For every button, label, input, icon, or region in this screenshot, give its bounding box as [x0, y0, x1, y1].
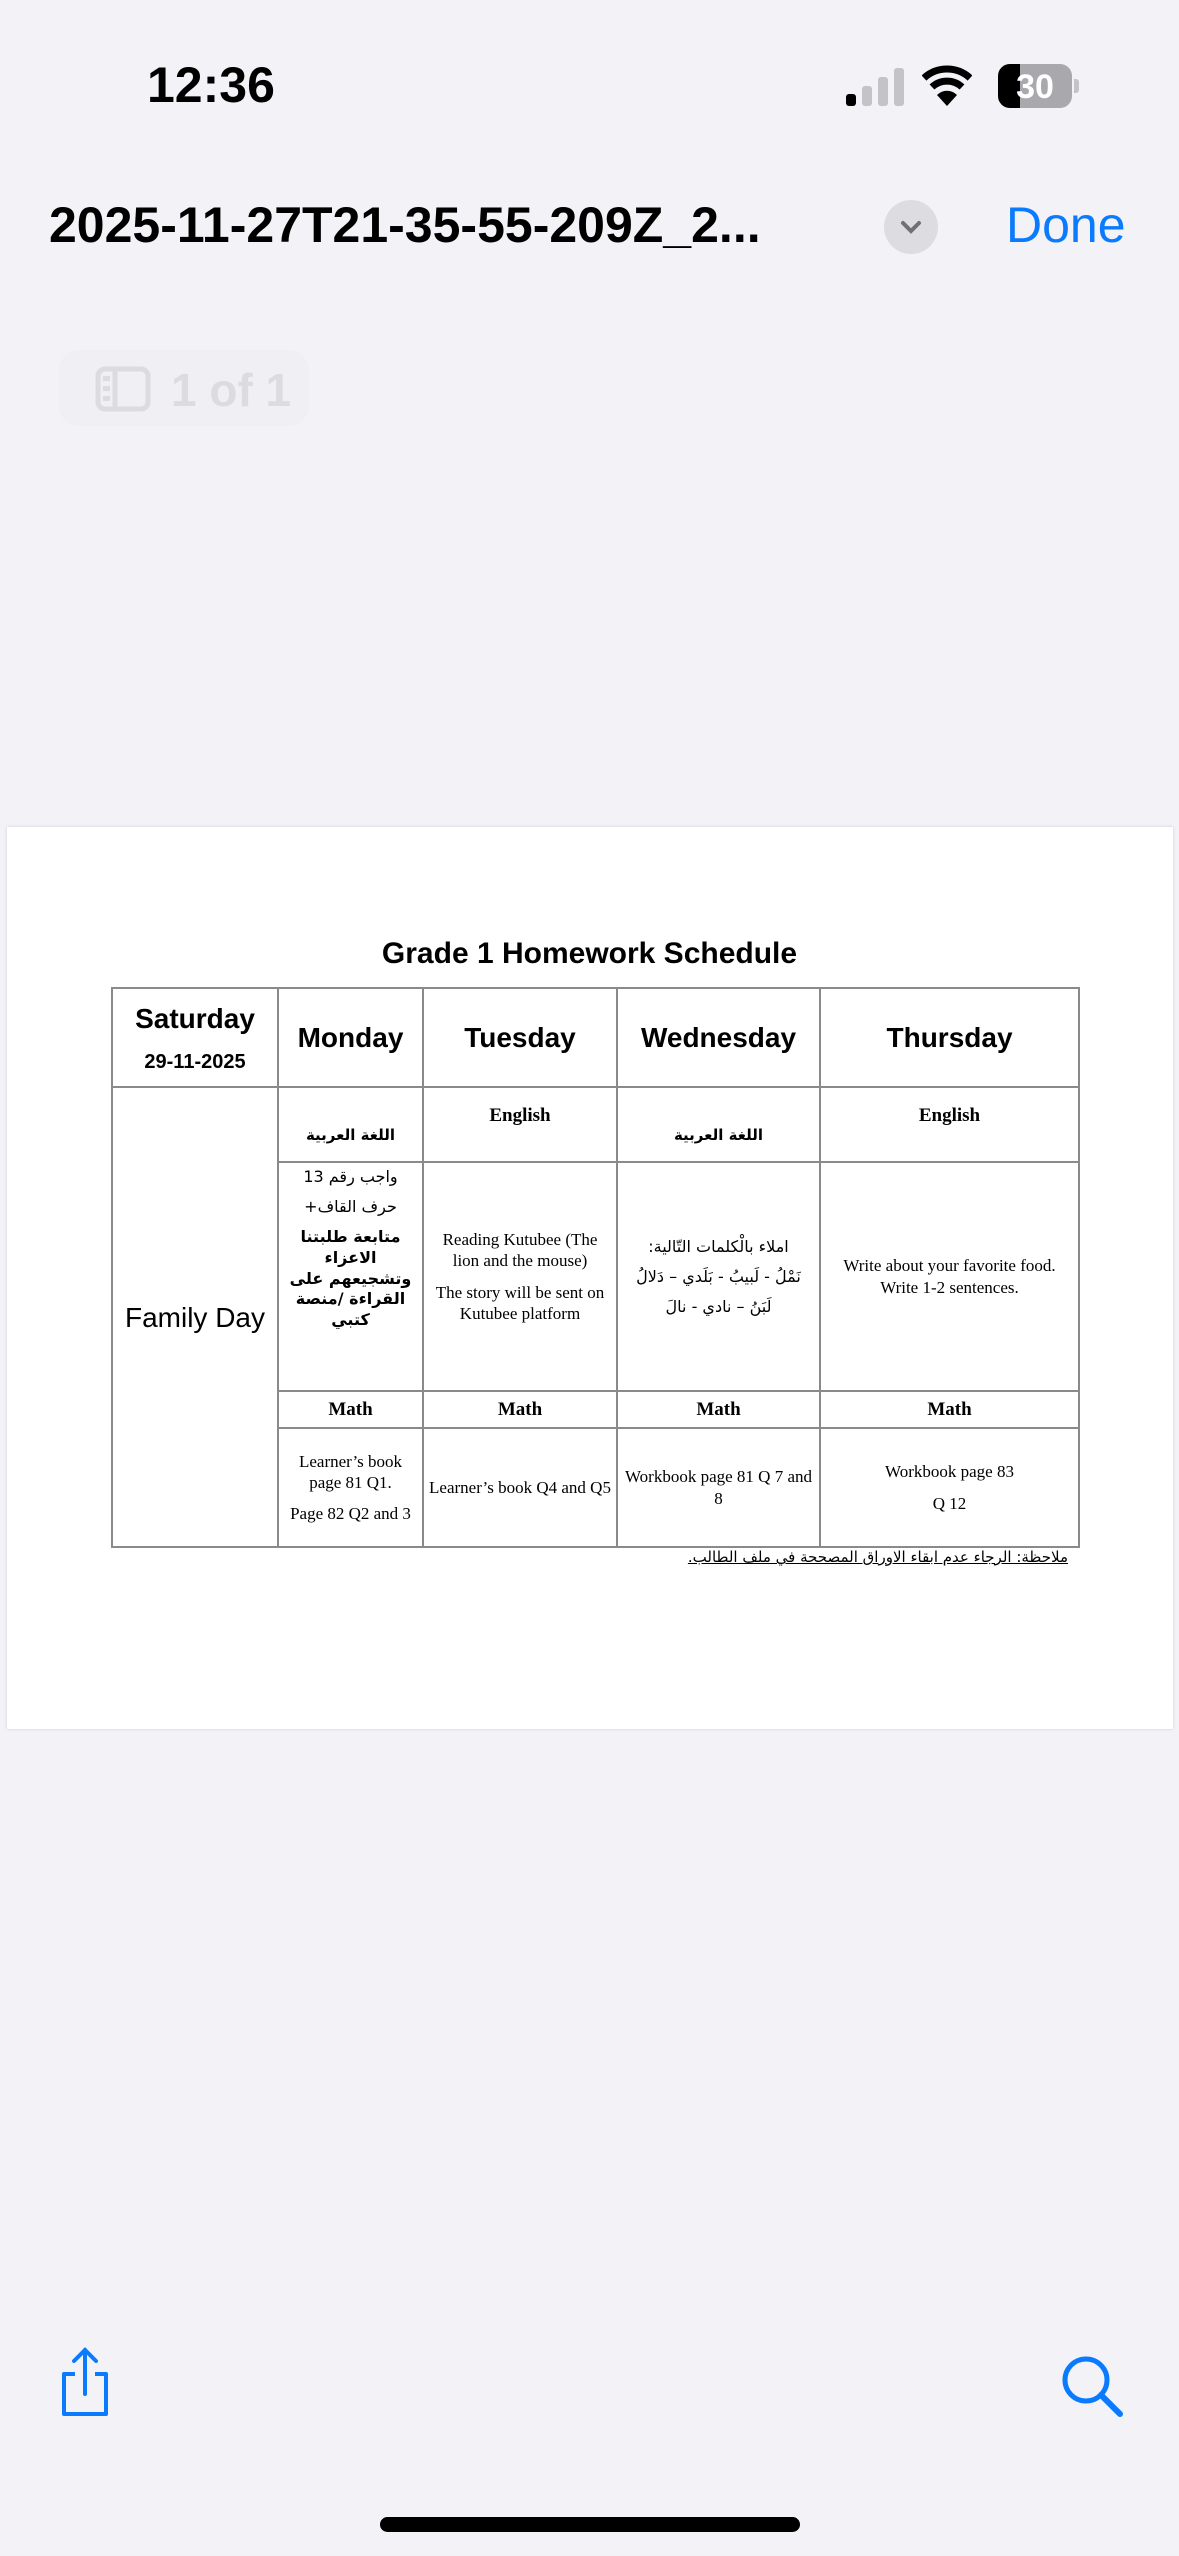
- chevron-down-icon: [884, 200, 938, 254]
- task-line: The story will be sent on Kutubee platform: [435, 1282, 605, 1323]
- table-header-row: [112, 988, 1079, 1087]
- subject-cell: اللغة العربية: [278, 1087, 423, 1162]
- document-title[interactable]: 2025-11-27T21-35-55-209Z_2...: [49, 197, 761, 253]
- share-icon[interactable]: [58, 2346, 112, 2418]
- homework-table: [111, 987, 1080, 1548]
- search-icon[interactable]: [1060, 2354, 1126, 2420]
- task-line: Learner’s book Q4 and Q5: [429, 1477, 611, 1497]
- day-header: Monday: [278, 988, 423, 1087]
- table-row: [112, 1087, 1079, 1162]
- task-line: Write about your favorite food. Write 1-2 sentences.: [843, 1256, 1056, 1297]
- task-line: Workbook page 81 Q 7 and 8: [624, 1467, 812, 1508]
- home-indicator[interactable]: [380, 2517, 800, 2532]
- done-button[interactable]: Done: [1006, 197, 1126, 253]
- saturday-activity: Family Day: [112, 1087, 278, 1547]
- day-header: Wednesday: [617, 988, 820, 1087]
- task-line: متابعة طلبتنا الاعزاء وتشجيعهم على القراءة /منصة كتبي: [289, 1227, 412, 1330]
- task-line: Q 12: [932, 1493, 967, 1513]
- subject-cell: Math: [423, 1391, 617, 1428]
- task-cell: [820, 1428, 1079, 1547]
- status-time: 12:36: [147, 57, 275, 113]
- task-line: Page 82 Q2 and 3: [290, 1504, 411, 1524]
- subject-cell: اللغة العربية: [617, 1087, 820, 1162]
- subject-cell: Math: [278, 1391, 423, 1428]
- title-menu-button[interactable]: [884, 200, 938, 254]
- page-indicator-label: 1 of 1: [171, 364, 292, 416]
- battery-level: 30: [1016, 68, 1054, 106]
- task-line: املاء بالْكلمات التّالية:: [648, 1236, 789, 1256]
- day-header: Thursday: [820, 988, 1079, 1087]
- saturday-header: [112, 988, 278, 1087]
- task-line: Learner’s book page 81 Q1.: [298, 1451, 403, 1492]
- task-cell: [278, 1428, 423, 1547]
- task-line: Reading Kutubee (The lion and the mouse): [442, 1230, 598, 1271]
- task-line: Workbook page 83: [885, 1462, 1014, 1482]
- sidebar-icon: [95, 366, 151, 412]
- task-cell: [617, 1428, 820, 1547]
- day-header: Tuesday: [423, 988, 617, 1087]
- task-cell: [617, 1162, 820, 1391]
- battery-icon: [998, 64, 1080, 108]
- schedule-title: Grade 1 Homework Schedule: [381, 937, 798, 970]
- task-cell: [278, 1162, 423, 1391]
- date-label: 29-11-2025: [144, 1050, 246, 1073]
- task-line: حرف القاف+: [304, 1197, 397, 1216]
- day-label: Saturday: [135, 1002, 255, 1034]
- task-cell: [820, 1162, 1079, 1391]
- task-cell: [423, 1162, 617, 1391]
- note-text: ملاحظة: الرجاء عدم ابقاء الاوراق المصححة في ملف الطالب.: [687, 1548, 1068, 1566]
- subject-cell: English: [423, 1087, 617, 1162]
- wifi-icon: [922, 64, 972, 106]
- subject-cell: Math: [617, 1391, 820, 1428]
- page-indicator[interactable]: [59, 350, 309, 426]
- cellular-signal-icon: [846, 68, 904, 106]
- subject-cell: English: [820, 1087, 1079, 1162]
- subject-cell: Math: [820, 1391, 1079, 1428]
- task-cell: [423, 1428, 617, 1547]
- task-line: واجب رقم 13: [303, 1167, 398, 1186]
- task-line: لَبَنُ – نادي - نالَ: [665, 1296, 772, 1316]
- task-line: نَمْلُ - لَبيبُ - بَلَدي – دَلالُ: [636, 1266, 801, 1286]
